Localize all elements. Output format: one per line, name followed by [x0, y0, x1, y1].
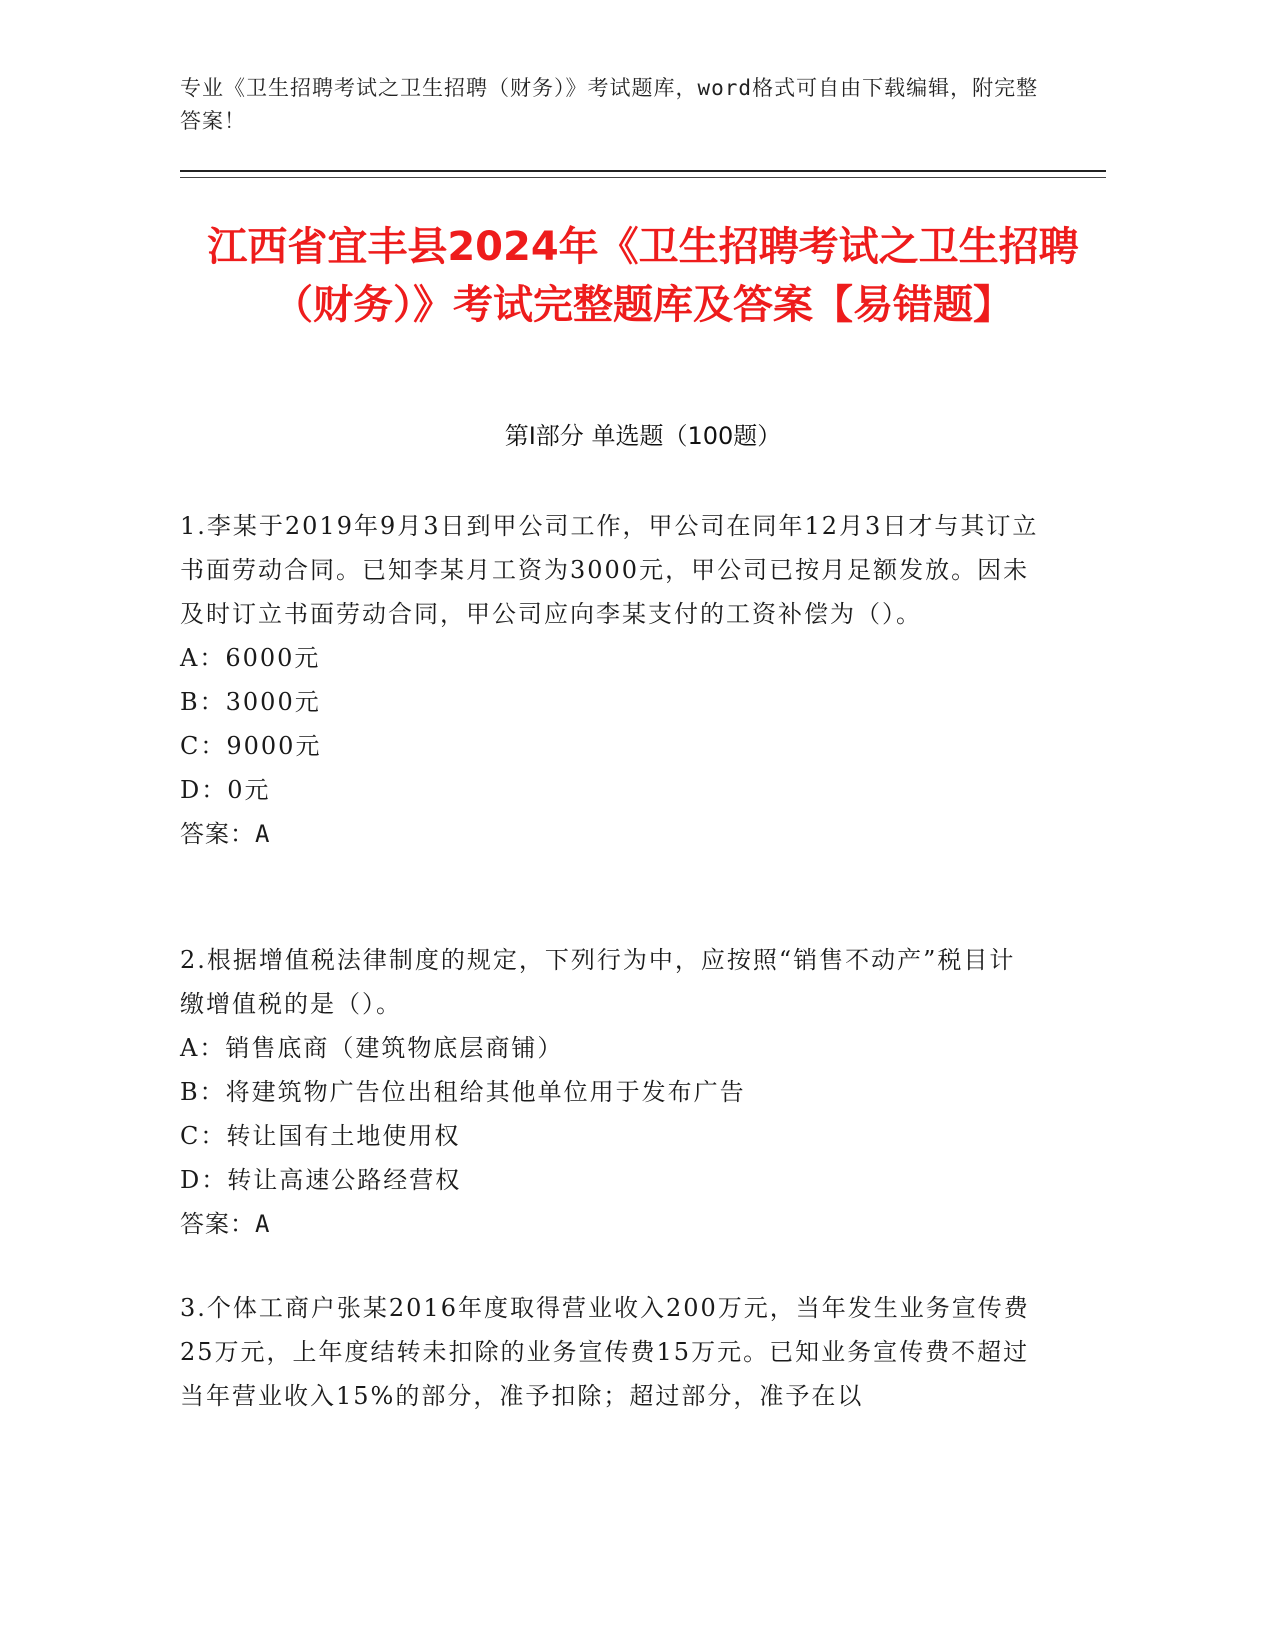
answer-label: 答案：	[180, 820, 255, 848]
answer-value: A	[255, 1210, 271, 1238]
question-1	[180, 504, 1040, 856]
header-divider-thick	[180, 170, 1106, 172]
question-stem: 1.李某于2019年9月3日到甲公司工作，甲公司在同年12月3日才与其订立书面劳动合同。已知李某月工资为3000元，甲公司已按月足额发放。因未及时订立书面劳动合同，甲公司应向李某支付的工资补偿为（）。	[180, 512, 1039, 628]
question-2	[180, 938, 1040, 1246]
question-stem: 3.个体工商户张某2016年度取得营业收入200万元，当年发生业务宣传费25万元，上年度结转未扣除的业务宣传费15万元。已知业务宣传费不超过当年营业收入15%的部分，准予扣除；超过部分，准予在以	[180, 1294, 1030, 1410]
question-stem: 2.根据增值税法律制度的规定，下列行为中，应按照“销售不动产”税目计缴增值税的是（）。	[180, 946, 1016, 1018]
answer-line	[180, 1202, 1040, 1246]
option-d: D：0元	[180, 776, 271, 804]
question-3	[180, 1286, 1040, 1418]
option-a: A：销售底商（建筑物底层商铺）	[180, 1034, 564, 1062]
option-d: D：转让高速公路经营权	[180, 1166, 462, 1194]
section-heading: 第I部分 单选题（100题）	[504, 422, 782, 450]
option-c: C：9000元	[180, 732, 322, 760]
answer-line	[180, 812, 1040, 856]
answer-label: 答案：	[180, 1210, 255, 1238]
header-note: 专业《卫生招聘考试之卫生招聘（财务）》考试题库，word格式可自由下载编辑，附完整答案！	[180, 76, 1039, 133]
answer-value: A	[255, 820, 271, 848]
option-b: B：3000元	[180, 688, 321, 716]
option-b: B：将建筑物广告位出租给其他单位用于发布广告	[180, 1078, 746, 1106]
option-a: A：6000元	[180, 644, 321, 672]
header-divider-thin	[180, 177, 1106, 178]
document-title: 江西省宜丰县2024年《卫生招聘考试之卫生招聘（财务）》考试完整题库及答案【易错题】	[207, 224, 1079, 328]
option-c: C：转让国有土地使用权	[180, 1122, 461, 1150]
